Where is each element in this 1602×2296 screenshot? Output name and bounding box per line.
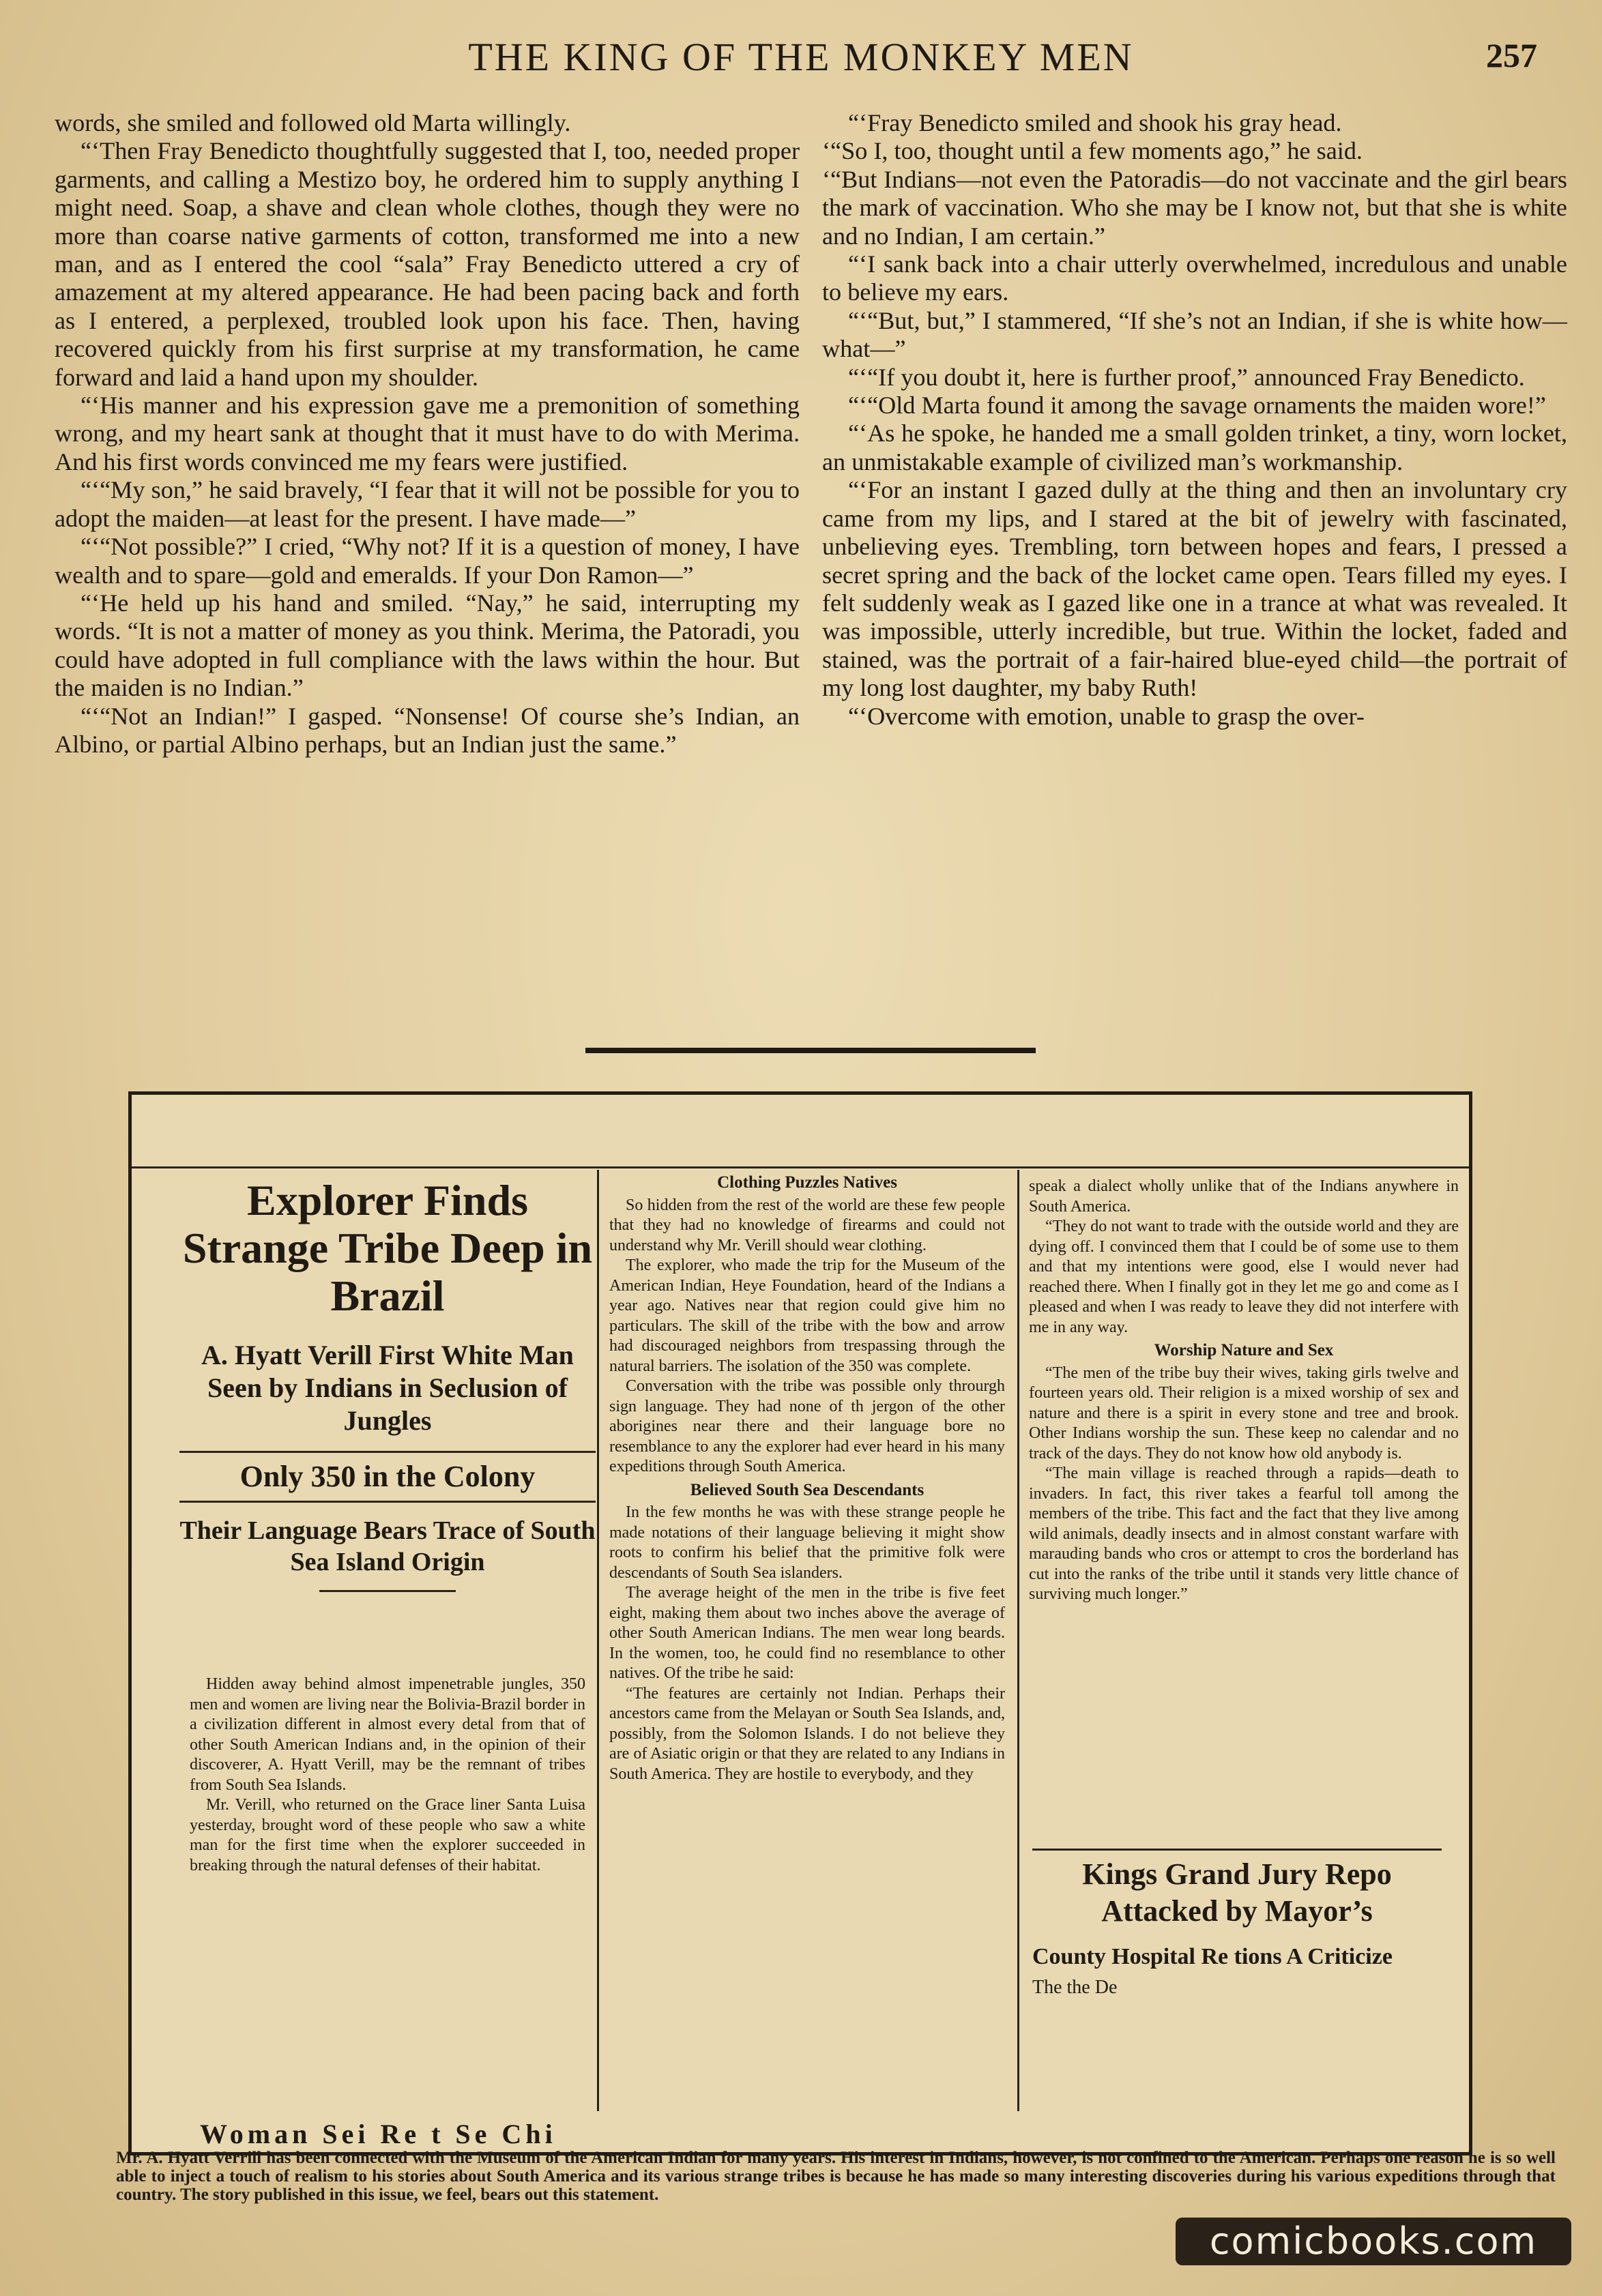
clipping-column-3 [1029,1177,1459,1605]
story-paragraph: “‘His manner and his expression gave me a premonition of something wrong, and my heart sank at thought that it must have to do with Merima. And his first words convinced me my fears were justified. [55,392,800,475]
newspaper-clipping [128,1091,1472,2155]
story-paragraph: “‘Overcome with emotion, unable to grasp the over- [848,702,1365,730]
story-paragraph: ‘“But Indians—not even the Patoradis—do not vaccinate and the girl bears the mark of vaccination. Who she may be I know not, but that she is white and no Indian, I am certain.” [822,165,1567,250]
second-article [1032,1849,1442,1999]
story-paragraph: “‘“If you doubt it, here is further proof,” announced Fray Benedicto. [848,363,1525,391]
news-subhead: Believed South Sea Descendants [690,1480,924,1499]
story-paragraph: “‘He held up his hand and smiled. “Nay,” he said, interrupting my words. “It is not a matter of money as you think. Merima, the Patoradi, you could have adopted in full compliance with the laws within the hour. But the maiden is no Indian.” [55,589,800,702]
story-paragraph: ‘“So I, too, thought until a few moments ago,” he said. [822,137,1363,165]
column-rule [597,1170,599,2111]
story-paragraph: “‘Then Fray Benedicto thoughtfully suggested that I, too, needed proper garments, and calling a Mestizo boy, he ordered him to supply anything I might need. Soap, a shave and clean whole clothes, though they were no more than coarse native garments of cotton, transformed me into a new man, and as I entered the cool “sala” Fray Benedicto uttered a cry of amazement at my altered appearance. He had been pacing back and forth as I entered, a perplexed, troubled look upon his face. Then, having recovered quickly from his first surprise at my transformation, he came forward and laid a hand upon my shoulder. [55,137,800,391]
site-watermark: comicbooks.com [1176,2218,1571,2265]
caption-text: Mr. A. Hyatt Verrill has been connected with the Museum of the American Indian for many years. His interest in Indians, however, is not confined to the American. Perhaps one reason he is so well able to inject a touch of realism to his stories about South America and its various strange tribes is because he has made so many interesting discoveries during his various expeditions through that country. The story published in this issue, we feel, bears out this statement. [116,2149,1556,2204]
story-paragraph: “‘Fray Benedicto smiled and shook his gray head. [848,109,1342,136]
page-number: 257 [1486,36,1537,74]
story-paragraph: “‘I sank back into a chair utterly overwhelmed, incredulous and unable to believe my ears. [822,250,1567,306]
clipping-subhead: A. Hyatt Verill First White Man Seen by Indians in Seclusion of Jungles [201,1340,574,1436]
clipping-deck: Their Language Bears Trace of South Sea Island Origin [179,1516,596,1576]
story-paragraph: “‘“Not possible?” I cried, “Why not? If it is a question of money, I have wealth and to spare—gold and emeralds. If your Don Ramon—” [55,533,800,589]
second-body: The the De [1032,1977,1118,1998]
news-paragraph: The average height of the men in the tribe is five feet eight, making them about two inches above the average of other South American Indians. The men wear long beards. In the women, too, he could find no resemblance to other natives. Of the tribe he said: [609,1584,1005,1682]
news-paragraph: “The men of the tribe buy their wives, taking girls twelve and fourteen years old. Their religion is a mixed worship of sex and nature and there is a spirit in every stone and tree and brook. Other Indians worship the sun. These keep no calendar and no track of the days. They do not know how old anybody is. [1029,1364,1459,1462]
story-paragraph: “‘“Not an Indian!” I gasped. “Nonsense! Of course she’s Indian, an Albino, or partial Albino perhaps, but an Indian just the same.” [55,702,800,758]
clipping-headline-block [179,1177,596,1592]
running-title: THE KING OF THE MONKEY MEN [468,35,1134,79]
story-paragraph: “‘“But, but,” I stammered, “If she’s not an Indian, if she is white how—what—” [822,306,1567,363]
story-column-left [55,109,800,759]
news-paragraph: speak a dialect wholly unlike that of the Indians anywhere in South America. [1029,1177,1459,1216]
column-rule [1017,1170,1019,2111]
news-paragraph: In the few months he was with these strange people he made notations of their language believing it might show roots to confirm his belief that the primitive folk were descendants of South Sea islanders. [609,1503,1005,1582]
news-subhead: Worship Nature and Sex [1154,1341,1334,1359]
news-paragraph: The explorer, who made the trip for the Museum of the American Indian, Heye Foundation, heard of the Indians a year ago. Natives near that region could give him no particulars. The skill of the tribe with the bow and arrow had discouraged neighbors from trespassing through the natural barriers. The isolation of the 350 was complete. [609,1256,1005,1375]
news-paragraph: “The main village is reached through a rapids—death to invaders. In fact, this river takes a fearful toll among the members of the tribe. This fact and the fact that they live among wild animals, deadly insects and in almost constant warfare with marauding bands who cros or attempt to cros the borderland has cut into the ranks of the tribe until it stands very little chance of surviving much longer.” [1029,1465,1459,1603]
clipping-column-2 [609,1170,1005,1784]
clipping-column-1 [190,1675,585,1876]
news-paragraph: So hidden from the rest of the world are these few people that they had no knowledge of firearms and could not understand why Mr. Verill should wear clothing. [609,1196,1005,1254]
news-paragraph: “The features are certainly not Indian. Perhaps their ancestors came from the Melayan or South Sea Islands, and, possibly, from the Solomon Islands. I do not believe they are of Asiatic origin or that they are related to any Indians in South America. They are hostile to everybody, and they [609,1684,1005,1783]
clipping-deck: Only 350 in the Colony [179,1451,596,1503]
story-paragraph: words, she smiled and followed old Marta willingly. [55,109,571,136]
news-paragraph: Mr. Verill, who returned on the Grace liner Santa Luisa yesterday, brought word of these people who saw a white man for the first time when the explorer succeeded in breaking through the natural defenses of their habitat. [190,1796,585,1874]
clipping-top-rule [132,1166,1469,1168]
story-paragraph: “‘“Old Marta found it among the savage ornaments the maiden wore!” [848,392,1546,420]
story-paragraph: “‘For an instant I gazed dully at the thing and then an involuntary cry came from my lips, and I stared at the bit of jewelry with fascinated, unbelieving eyes. Trembling, torn between hopes and fears, I pressed a secret spring and the back of the locket came open. Tears filled my eyes. I felt suddenly weak as I gazed like one in a trance at what was revealed. It was impossible, utterly incredible, but true. Within the locket, faded and stained, was the portrait of a fair-haired blue-eyed child—the portrait of my long lost daughter, my baby Ruth! [822,476,1567,702]
running-header [0,34,1602,89]
news-paragraph: Conversation with the tribe was possible only throurgh sign language. They had none of th jergon of the other aborigines near there and their language bore no resemblance to any the explorer had ever heard in his many expeditions through South America. [609,1377,1005,1475]
editor-caption [116,2149,1556,2204]
news-subhead: Clothing Puzzles Natives [717,1173,897,1192]
torn-bottom-headline: Woman Sei Re t Se Chi [200,2119,557,2149]
section-divider [585,1048,1036,1053]
news-paragraph: “They do not want to trade with the outside world and they are dying off. I convinced them that I could be of some use to them and that my intentions were good, else I would never had reached there. When I finally got in they let me go and come as I pleased and when I was ready to leave they did not interfere with me in any way. [1029,1218,1459,1336]
story-paragraph: “‘“My son,” he said bravely, “I fear that it will not be possible for you to adopt the maiden—at least for the present. I have made—” [55,476,800,532]
story-paragraph: “‘As he spoke, he handed me a small golden trinket, a tiny, worn locket, an unmistakable example of civilized man’s workmanship. [822,420,1567,475]
news-paragraph: Hidden away behind almost impenetrable jungles, 350 men and women are living near the Bolivia-Brazil border in a civilization different in almost every detal from that of other South American Indians and, in the opinion of their discoverer, A. Hyatt Verill, may be the remnant of tribes from South Sea Islands. [190,1675,585,1794]
clipping-headline: Explorer Finds Strange Tribe Deep in Brazil [182,1176,593,1320]
second-headline: Kings Grand Jury Repo Attacked by Mayor’s [1082,1857,1392,1928]
second-subhead: County Hospital Re tions A Criticize [1032,1944,1393,1969]
story-column-right [822,109,1567,731]
headline-divider [319,1590,456,1592]
